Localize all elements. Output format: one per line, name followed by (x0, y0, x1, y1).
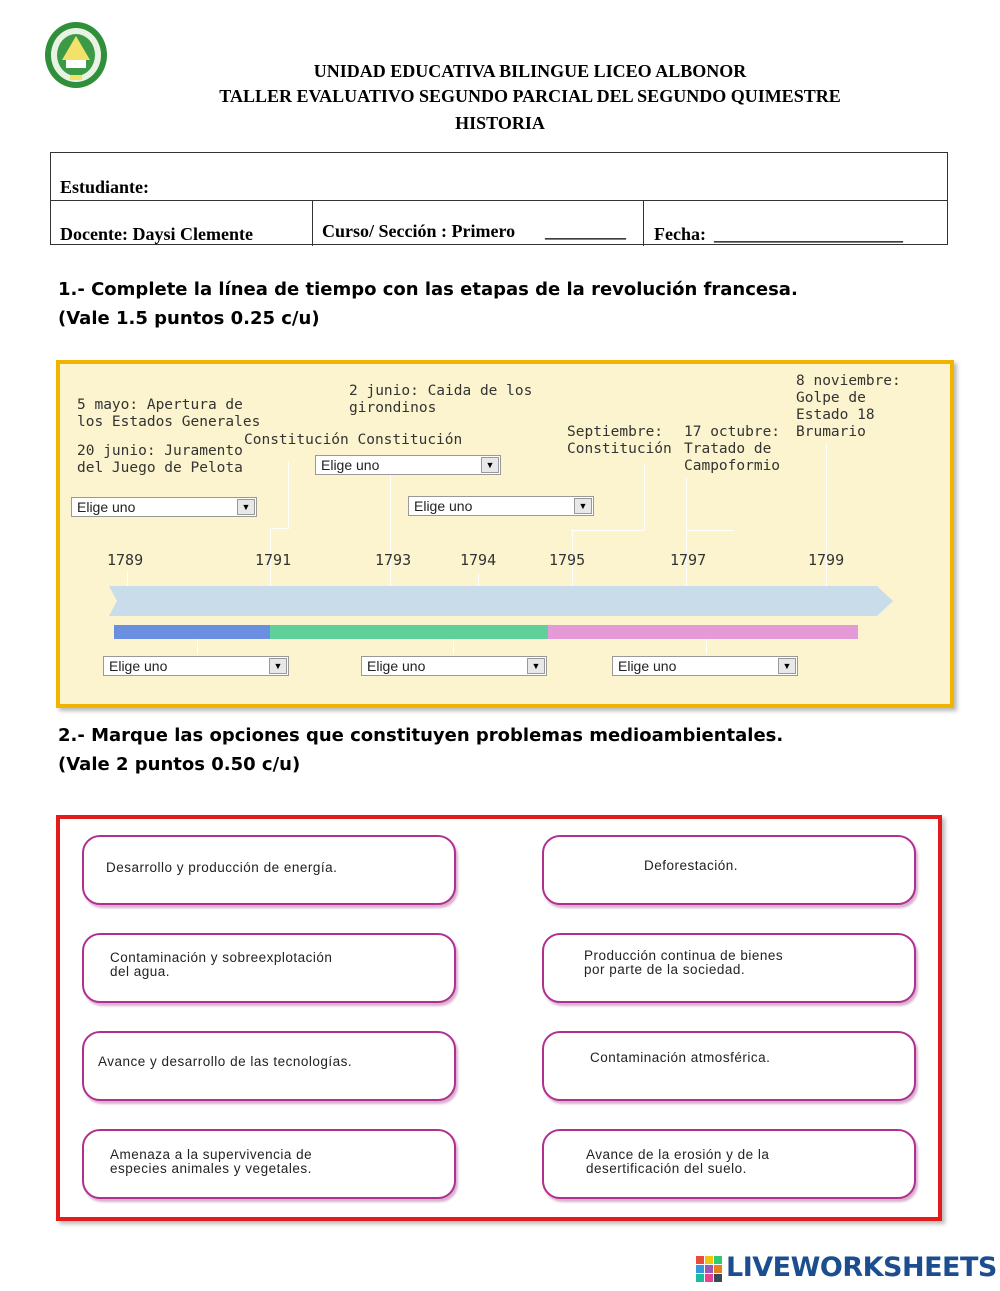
chevron-down-icon[interactable]: ▼ (237, 499, 255, 515)
chevron-down-icon[interactable]: ▼ (574, 498, 592, 514)
connector-1797 (686, 478, 734, 531)
option-card-5[interactable] (82, 1031, 456, 1101)
dropdown-5[interactable]: Elige uno ▼ (361, 656, 547, 676)
option-text: Contaminación y sobreexplotación del agua. (110, 950, 333, 979)
option-text: Avance de la erosión y de la desertificación del suelo. (586, 1147, 770, 1176)
event-nov8: 8 noviembre: Golpe de Estado 18 Brumario (796, 373, 901, 440)
dropdown-6[interactable]: Elige uno ▼ (612, 656, 798, 676)
question2-points: (Vale 2 puntos 0.50 c/u) (58, 754, 301, 775)
band-period-2 (270, 625, 548, 639)
option-card-3[interactable] (82, 933, 456, 1003)
brand-name: LIVEWORKSHEETS (726, 1252, 997, 1283)
option-card-6[interactable] (542, 1031, 916, 1101)
course-label: Curso/ Sección : Primero (322, 221, 516, 241)
environment-options-panel (56, 815, 942, 1221)
year-1791: 1791 (255, 551, 292, 569)
subject-title: HISTORIA (455, 113, 545, 133)
event-may5: 5 mayo: Apertura de los Estados Generales (77, 397, 261, 430)
connector-1791 (272, 461, 289, 529)
option-text: Producción continua de bienes por parte de la sociedad. (584, 948, 784, 977)
year-1799: 1799 (808, 551, 845, 569)
event-jun20: 20 junio: Juramento del Juego de Pelota (77, 443, 243, 476)
option-text: Deforestación. (644, 858, 739, 873)
option-card-1[interactable] (82, 835, 456, 905)
liveworksheets-logo (696, 1252, 996, 1284)
event-jun2: 2 junio: Caida de los girondinos (349, 383, 533, 416)
school-title: UNIDAD EDUCATIVA BILINGUE LICEO ALBONOR (313, 61, 747, 81)
event-september: Septiembre: Constitución (567, 424, 672, 457)
option-card-7[interactable] (82, 1129, 456, 1199)
question2-title: 2.- Marque las opciones que constituyen problemas medioambientales. (58, 725, 784, 746)
year-1793: 1793 (375, 551, 412, 569)
course-blank[interactable]: _________ (545, 221, 626, 241)
year-1795: 1795 (549, 551, 586, 569)
option-text: Amenaza a la supervivencia de especies animales y vegetales. (110, 1147, 313, 1176)
dropdown-1[interactable]: Elige uno ▼ (71, 497, 257, 517)
dropdown-2[interactable]: Elige uno ▼ (315, 455, 501, 475)
chevron-down-icon[interactable]: ▼ (778, 658, 796, 674)
date-label: Fecha: (654, 224, 706, 244)
question1-points: (Vale 1.5 puntos 0.25 c/u) (58, 308, 320, 329)
option-text: Contaminación atmosférica. (590, 1050, 771, 1065)
teacher-label: Docente: Daysi Clemente (60, 224, 253, 244)
option-text: Desarrollo y producción de energía. (106, 860, 338, 875)
student-info-table (50, 152, 948, 245)
timeline-panel (56, 360, 954, 708)
option-card-2[interactable] (542, 835, 916, 905)
option-card-4[interactable] (542, 933, 916, 1003)
year-1789: 1789 (107, 551, 144, 569)
dropdown-4[interactable]: Elige uno ▼ (103, 656, 289, 676)
student-label: Estudiante: (60, 177, 150, 197)
workshop-title: TALLER EVALUATIVO SEGUNDO PARCIAL DEL SEGUNDO QUIMESTRE (219, 86, 841, 106)
year-1797: 1797 (670, 551, 707, 569)
band-period-1 (114, 625, 270, 639)
chevron-down-icon[interactable]: ▼ (481, 457, 499, 473)
date-blank[interactable]: _____________________ (714, 224, 903, 244)
event-constitution-pair: Constitución Constitución (244, 432, 463, 448)
liveworksheets-icon (696, 1256, 722, 1282)
year-1794: 1794 (460, 551, 497, 569)
question1-title: 1.- Complete la línea de tiempo con las etapas de la revolución francesa. (58, 279, 798, 300)
chevron-down-icon[interactable]: ▼ (527, 658, 545, 674)
chevron-down-icon[interactable]: ▼ (269, 658, 287, 674)
option-text: Avance y desarrollo de las tecnologías. (98, 1054, 353, 1069)
dropdown-3[interactable]: Elige uno ▼ (408, 496, 594, 516)
band-period-3 (548, 625, 858, 639)
option-card-8[interactable] (542, 1129, 916, 1199)
timeline-arrow (105, 582, 895, 620)
event-oct17: 17 octubre: Tratado de Campoformio (684, 424, 781, 474)
